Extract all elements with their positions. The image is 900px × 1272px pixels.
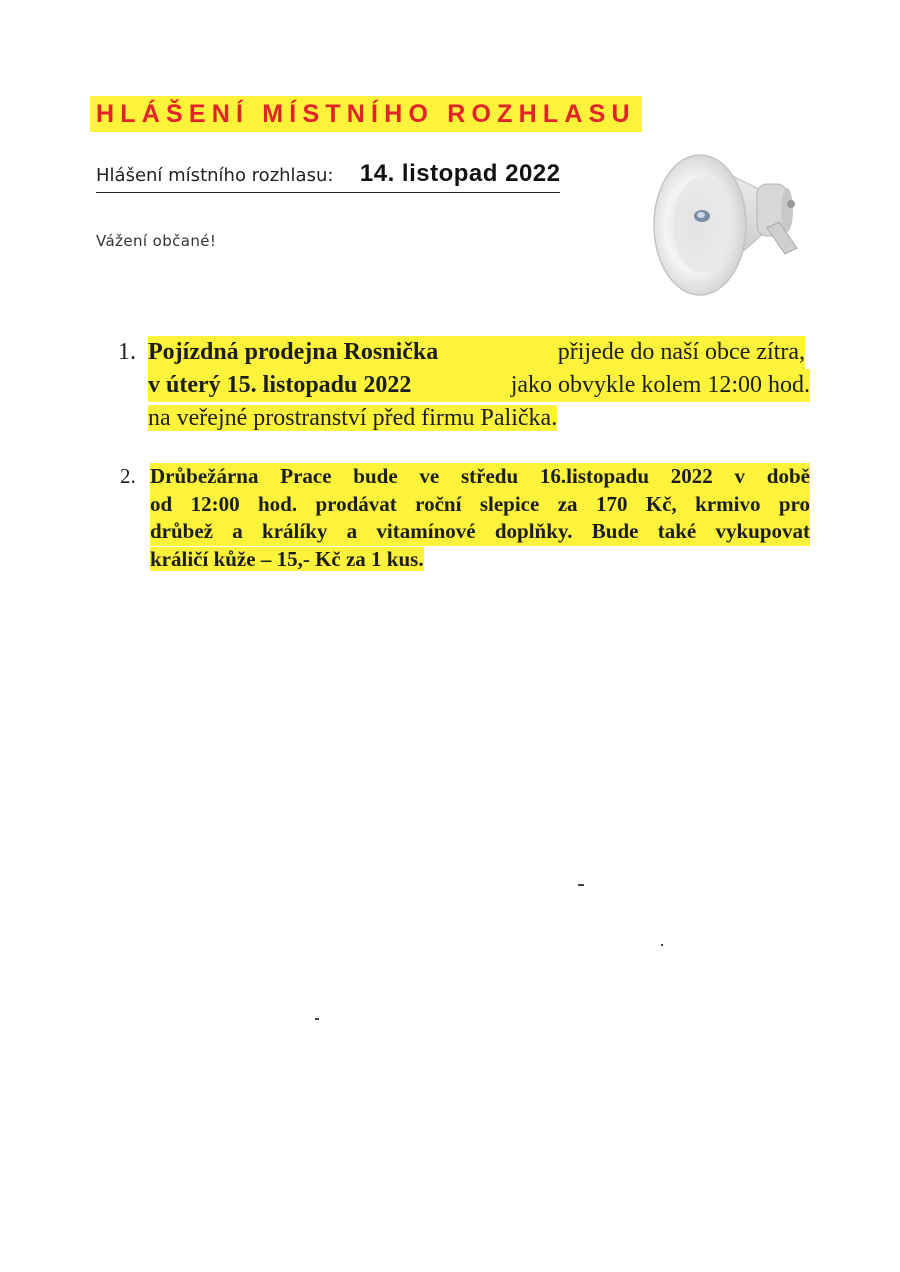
- announcement-1-bold: Pojízdná prodejna Rosnička: [148, 339, 439, 365]
- announcement-1-bold: v úterý 15. listopadu 2022: [148, 372, 412, 398]
- announcement-2-line-4: [150, 546, 813, 574]
- subtitle-row: [96, 160, 560, 193]
- announcement-2-text: od 12:00 hod. prodávat roční slepice za 170 Kč, krmivo pro: [150, 491, 810, 519]
- megaphone-icon: [645, 140, 810, 305]
- announcement-1-number: 1.: [118, 339, 136, 365]
- announcement-2-line-1: [150, 463, 813, 491]
- announcement-1-text: přijede do naší obce zítra,: [557, 339, 805, 365]
- announcement-date: 14. listopad 2022: [359, 160, 561, 187]
- announcement-1-text: na veřejné prostranství před firmu Palička.: [148, 405, 558, 431]
- announcement-2-text: Drůbežárna Prace bude ve středu 16.listopadu 2022 v době: [150, 463, 810, 491]
- announcement-2-text: králičí kůže – 15,- Kč za 1 kus.: [150, 546, 424, 571]
- scan-speck: [315, 1018, 319, 1020]
- announcement-2-line-2: [150, 491, 813, 519]
- page-title: HLÁŠENÍ MÍSTNÍHO ROZHLASU: [90, 96, 642, 132]
- announcement-1-line-1: [148, 336, 818, 369]
- scan-speck: [578, 884, 584, 886]
- announcement-2-line-3: [150, 518, 813, 546]
- announcement-2-text: drůbež a králíky a vitamínové doplňky. Bude také vykupovat: [150, 518, 810, 546]
- announcement-1: [148, 336, 818, 435]
- announcement-1-line-2: [148, 369, 818, 402]
- announcement-1-text: jako obvykle kolem 12:00 hod.: [510, 372, 810, 398]
- greeting: Vážení občané!: [96, 232, 217, 250]
- announcement-2: [150, 463, 813, 573]
- scan-speck: [661, 944, 663, 946]
- announcement-2-number: 2.: [120, 464, 136, 488]
- announcement-1-line-3: [148, 402, 818, 435]
- subtitle-label: Hlášení místního rozhlasu:: [96, 165, 334, 186]
